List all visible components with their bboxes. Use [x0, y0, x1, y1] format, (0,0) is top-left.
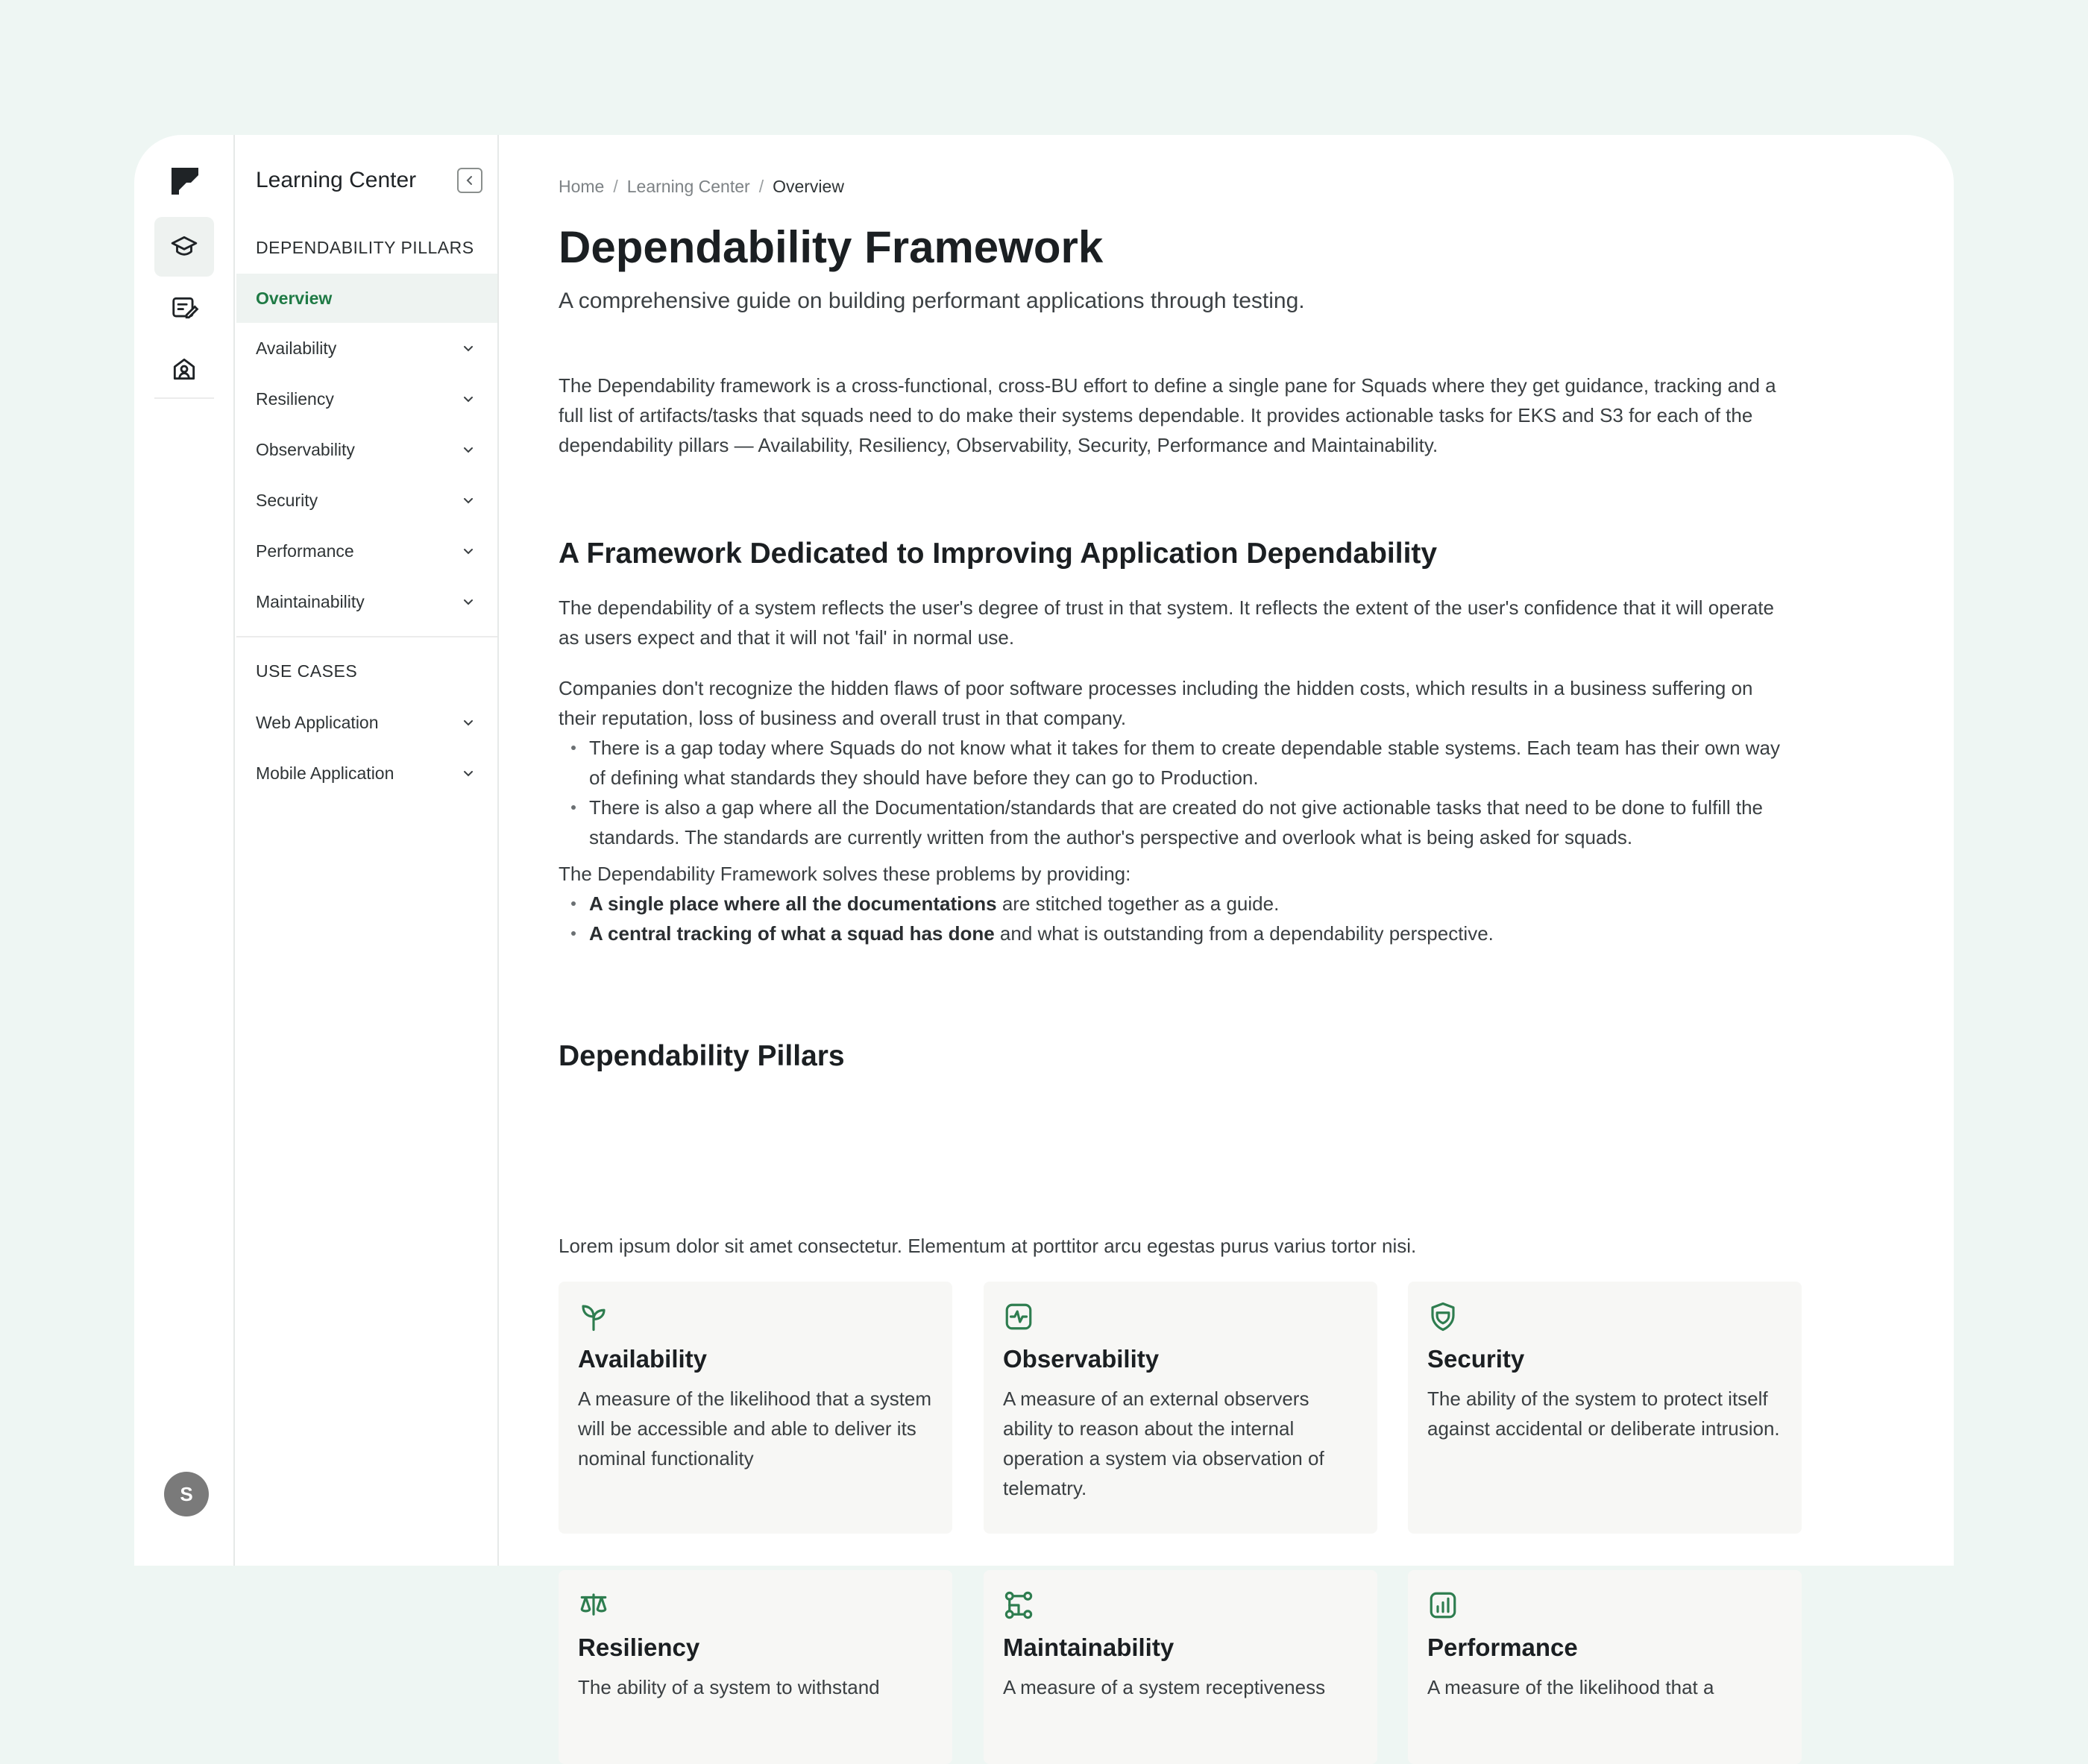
sidebar — [236, 135, 499, 1566]
sidebar-item-label: Web Application — [256, 712, 379, 732]
list-item: There is a gap today where Squads do not know what it takes for them to create dependable stable systems. Each team has their own way of defining what standards they should have before they can go to Production. — [559, 733, 1782, 793]
card-description: A measure of the likelihood that a system will be accessible and able to deliver its nominal functionality — [578, 1387, 932, 1470]
card-title: Resiliency — [578, 1634, 700, 1661]
home-user-icon — [170, 355, 198, 383]
sidebar-item-availability[interactable] — [236, 324, 497, 373]
gaps-list — [559, 733, 1782, 852]
chevron-down-icon — [462, 544, 475, 558]
list-item — [559, 919, 1782, 948]
breadcrumb: Home / Learning Center / Overview — [559, 177, 844, 196]
section-label-pillars: DEPENDABILITY PILLARS — [256, 238, 474, 257]
sidebar-item-label: Observability — [256, 439, 355, 459]
rail-divider — [154, 397, 214, 399]
sidebar-item-overview[interactable] — [236, 274, 497, 323]
sidebar-item-label: Overview — [256, 288, 333, 308]
pillar-card-resiliency[interactable] — [559, 1570, 952, 1764]
breadcrumb-current: Overview — [773, 177, 844, 196]
solutions-list — [559, 889, 1782, 948]
scales-icon — [578, 1590, 609, 1621]
sidebar-item-label: Mobile Application — [256, 763, 394, 783]
sidebar-item-performance[interactable] — [236, 526, 497, 576]
list-item: There is also a gap where all the Documentation/standards that are created do not give actionable tasks that need to be done to fulfill the standards. The standards are currently written from the author's perspective and overlook what is being asked for squads. — [559, 793, 1782, 852]
page-subtitle: A comprehensive guide on building performant applications through testing. — [559, 289, 1305, 313]
card-title: Observability — [1003, 1345, 1160, 1373]
rail-tasks-button[interactable] — [154, 278, 214, 338]
pillar-card-maintainability[interactable] — [984, 1570, 1377, 1764]
workflow-icon — [1003, 1590, 1034, 1621]
sidebar-divider — [236, 636, 497, 637]
icon-rail — [134, 135, 235, 1566]
chevron-down-icon — [462, 766, 475, 780]
list-item — [559, 889, 1782, 919]
collapse-sidebar-button[interactable] — [457, 168, 482, 193]
sidebar-item-web-application[interactable] — [236, 698, 497, 747]
chevron-down-icon — [462, 595, 475, 608]
sidebar-item-observability[interactable] — [236, 425, 497, 474]
card-title: Availability — [578, 1345, 708, 1373]
sidebar-item-security[interactable] — [236, 476, 497, 525]
activity-monitor-icon — [1003, 1301, 1034, 1332]
card-description: The ability of the system to protect itself against accidental or deliberate intrusion. — [1427, 1387, 1780, 1440]
chart-icon — [1427, 1590, 1459, 1621]
edit-list-icon — [170, 294, 198, 322]
card-description: A measure of an external observers ability to reason about the internal operation a system via observation of telematry. — [1003, 1387, 1324, 1499]
pillar-card-availability[interactable] — [559, 1282, 952, 1534]
sidebar-title: Learning Center — [256, 168, 417, 192]
brand-logo-icon[interactable] — [169, 165, 201, 198]
breadcrumb-learning-center[interactable]: Learning Center — [626, 177, 750, 196]
chevron-down-icon — [462, 443, 475, 456]
sidebar-item-label: Maintainability — [256, 591, 365, 611]
chevron-down-icon — [462, 392, 475, 406]
list-item-bold: A central tracking of what a squad has done — [589, 922, 995, 945]
card-title: Performance — [1427, 1634, 1578, 1661]
section-heading-framework: A Framework Dedicated to Improving Application Dependability — [559, 538, 1438, 570]
card-description: A measure of a system receptiveness — [1003, 1676, 1326, 1698]
section-heading-pillars: Dependability Pillars — [559, 1040, 845, 1072]
page-title: Dependability Framework — [559, 222, 1104, 272]
rail-learning-button[interactable] — [154, 217, 214, 277]
card-title: Security — [1427, 1345, 1525, 1373]
sidebar-item-mobile-application[interactable] — [236, 749, 497, 798]
sidebar-item-label: Security — [256, 490, 318, 510]
sidebar-item-label: Availability — [256, 338, 337, 358]
sprout-icon — [578, 1301, 609, 1332]
rail-home-button[interactable] — [154, 339, 214, 399]
breadcrumb-home[interactable]: Home — [559, 177, 605, 196]
sidebar-item-label: Performance — [256, 541, 354, 561]
paragraph-hidden-flaws: Companies don't recognize the hidden flaws of poor software processes including the hidden costs, which results in a business suffering on their reputation, loss of business and overall trust in that company. — [559, 677, 1753, 729]
sidebar-item-maintainability[interactable] — [236, 577, 497, 626]
pillar-card-observability[interactable] — [984, 1282, 1377, 1534]
pillar-card-performance[interactable] — [1408, 1570, 1802, 1764]
graduation-cap-icon — [170, 233, 198, 261]
list-item-text: are stitched together as a guide. — [996, 892, 1280, 915]
paragraph-dependability: The dependability of a system reflects the user's degree of trust in that system. It reflects the extent of the user's confidence that it will operate as users expect and that it will not 'fail' in normal use. — [559, 596, 1774, 649]
pillar-card-security[interactable] — [1408, 1282, 1802, 1534]
chevron-left-icon — [464, 174, 476, 186]
paragraph-pillars-lead: Lorem ipsum dolor sit amet consectetur. Elementum at porttitor arcu egestas purus varius tortor nisi. — [559, 1235, 1417, 1257]
chevron-down-icon — [462, 716, 475, 729]
app-window — [134, 135, 1954, 1698]
sidebar-item-resiliency[interactable] — [236, 374, 497, 423]
intro-paragraph: The Dependability framework is a cross-functional, cross-BU effort to define a single pane for Squads where they get guidance, tracking and a full list of artifacts/tasks that squads need to do make their systems dependable. It provides actionable tasks for EKS and S3 for each of the dependability pillars — Availability, Resiliency, Observability, Security, Performance and Maintainability. — [559, 374, 1776, 456]
chevron-down-icon — [462, 341, 475, 355]
section-label-use-cases: USE CASES — [256, 661, 358, 681]
shield-icon — [1427, 1301, 1459, 1332]
card-description: The ability of a system to withstand — [578, 1676, 880, 1698]
card-title: Maintainability — [1003, 1634, 1174, 1661]
chevron-down-icon — [462, 494, 475, 507]
user-avatar[interactable]: S — [164, 1472, 209, 1516]
paragraph-solutions-intro: The Dependability Framework solves these problems by providing: — [559, 863, 1131, 885]
list-item-bold: A single place where all the documentations — [589, 892, 997, 915]
list-item-text: and what is outstanding from a dependability perspective. — [994, 922, 1494, 945]
card-description: A measure of the likelihood that a — [1427, 1676, 1714, 1698]
sidebar-item-label: Resiliency — [256, 388, 334, 409]
